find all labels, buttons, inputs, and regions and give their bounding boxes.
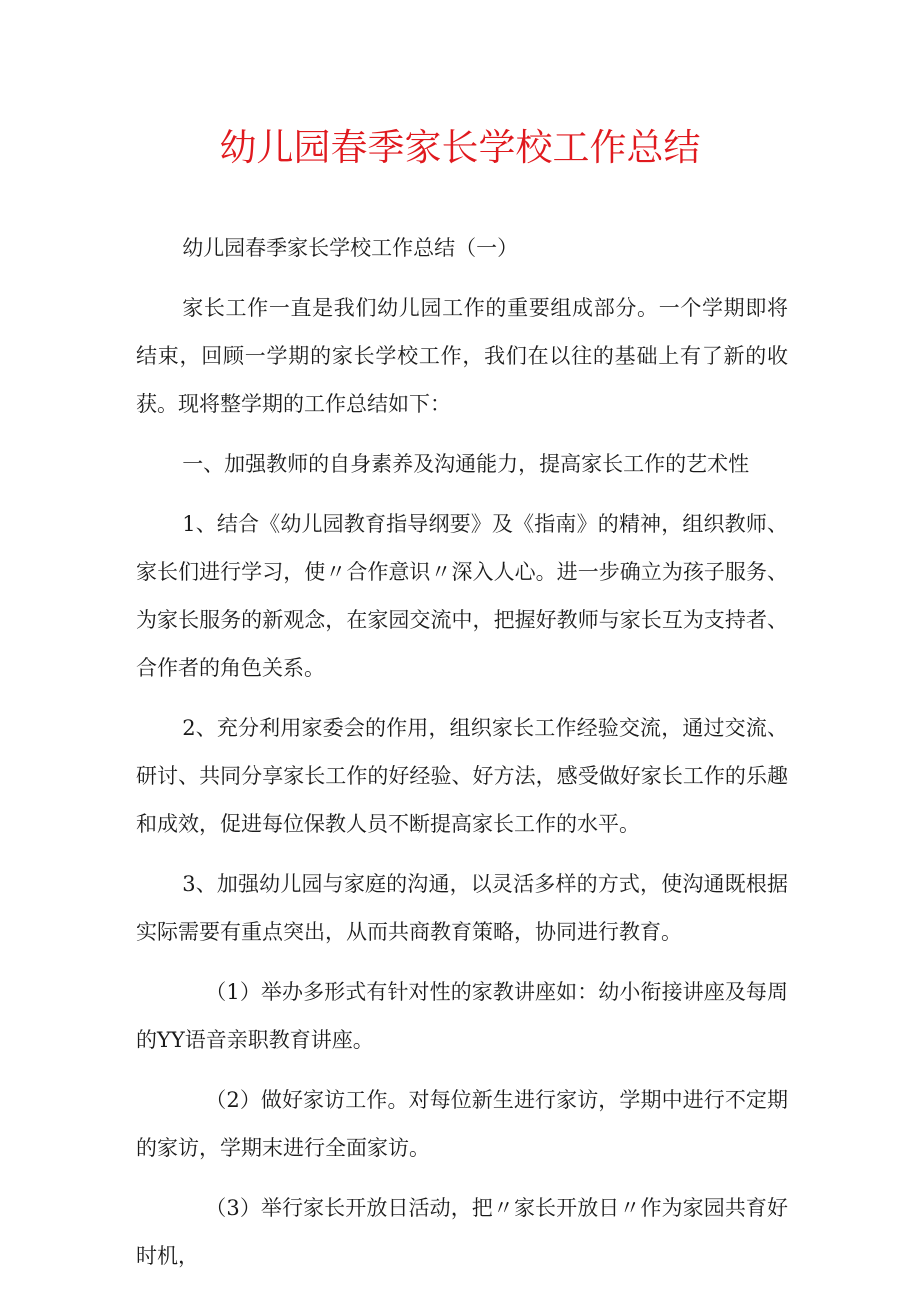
sub-item-2: （2）做好家访工作。对每位新生进行家访，学期中进行不定期的家访，学期末进行全面家访。 (136, 1088, 788, 1160)
document-title: 幼儿园春季家长学校工作总结 (219, 126, 701, 169)
paragraph-item-2: 2、充分利用家委会的作用，组织家长工作经验交流，通过交流、研讨、共同分享家长工作的好经验、好方法，感受做好家长工作的乐趣和成效，促进每位保教人员不断提高家长工作的水平。 (136, 716, 788, 836)
document-body (136, 224, 788, 1292)
sub-item-1: （1）举办多形式有针对性的家教讲座如：幼小衔接讲座及每周的YY语音亲职教育讲座。 (136, 980, 788, 1052)
part-one-heading: 一、加强教师的自身素养及沟通能力，提高家长工作的艺术性 (182, 452, 750, 476)
intro-paragraph: 家长工作一直是我们幼儿园工作的重要组成部分。一个学期即将结束，回顾一学期的家长学校工作，我们在以往的基础上有了新的收获。现将整学期的工作总结如下： (136, 296, 788, 416)
paragraph-item-1: 1、结合《幼儿园教育指导纲要》及《指南》的精神，组织教师、家长们进行学习，使〃合作意识〃深入人心。进一步确立为孩子服务、为家长服务的新观念，在家园交流中，把握好教师与家长互为支持者、合作者的角色关系。 (136, 512, 788, 680)
sub-item-3: （3）举行家长开放日活动，把〃家长开放日〃作为家园共育好时机， (136, 1196, 788, 1268)
paragraph-item-3: 3、加强幼儿园与家庭的沟通，以灵活多样的方式，使沟通既根据实际需要有重点突出，从而共商教育策略，协同进行教育。 (136, 872, 788, 944)
section-heading: 幼儿园春季家长学校工作总结（一） (182, 236, 519, 260)
